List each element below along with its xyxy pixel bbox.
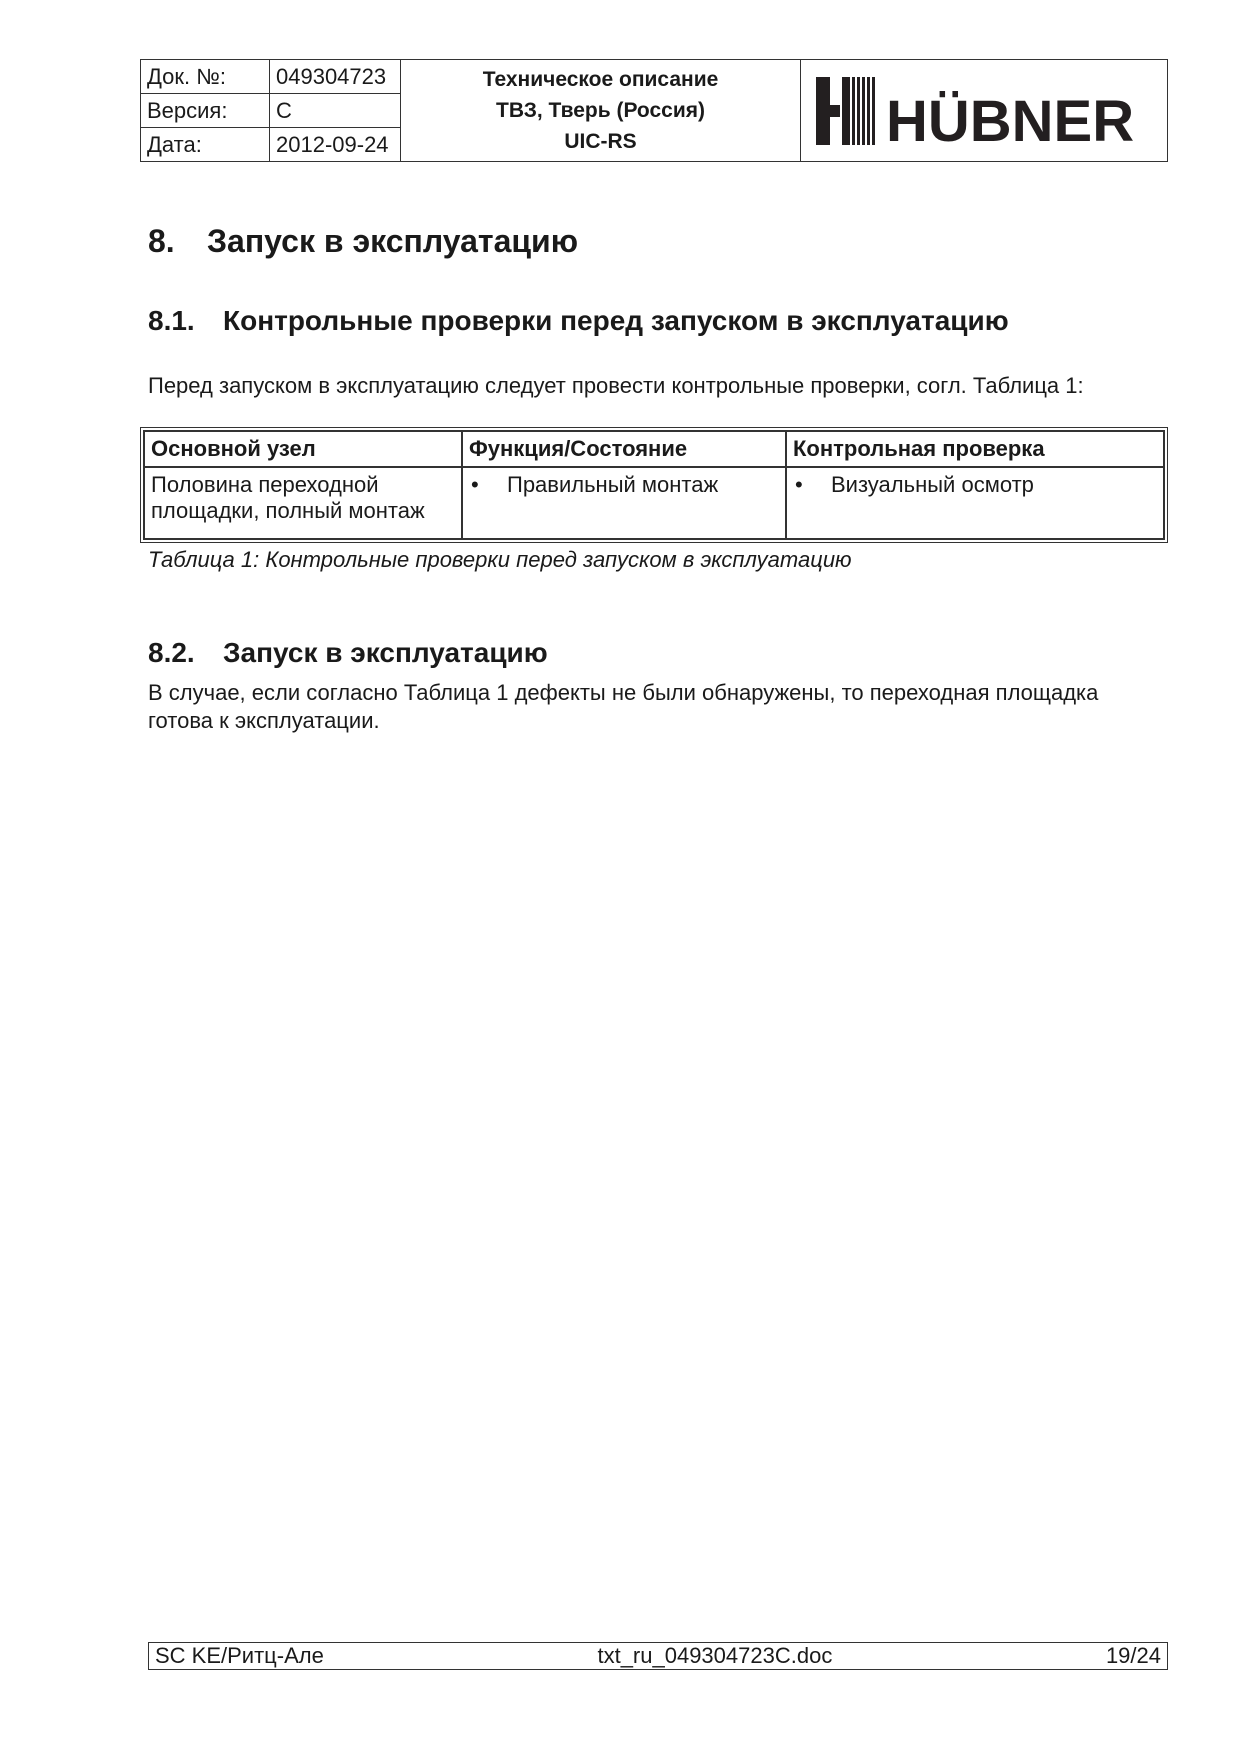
footer-author: SC KE/Ритц-Але xyxy=(155,1643,324,1668)
cell-check xyxy=(786,467,1164,539)
document-footer xyxy=(148,1642,1168,1670)
title-line-3: UIC-RS xyxy=(564,129,637,153)
hubner-logo xyxy=(801,60,1167,161)
doc-no-label: Док. №: xyxy=(141,60,270,93)
document-title xyxy=(401,60,801,161)
version-value: C xyxy=(276,98,292,123)
date-label: Дата: xyxy=(141,128,270,161)
table-row xyxy=(144,467,1164,539)
section-8-1-number: 8.1. xyxy=(148,305,195,336)
section-8-1-title: Контрольные проверки перед запуском в эксплуатацию xyxy=(223,305,1009,336)
section-8-2-text: В случае, если согласно Таблица 1 дефекты не были обнаружены, то переходная площадка готова к эксплуатации. xyxy=(148,680,1099,733)
section-8-2-title: Запуск в эксплуатацию xyxy=(223,637,548,668)
doc-no-value: 049304723 xyxy=(276,64,387,89)
version-row xyxy=(141,94,400,128)
doc-no-row xyxy=(141,60,400,94)
checks-table xyxy=(140,427,1168,543)
section-8-heading xyxy=(148,223,578,260)
version-label: Версия: xyxy=(141,94,270,127)
hubner-logo-icon xyxy=(816,73,1152,149)
document-header xyxy=(140,59,1168,162)
section-8-2-number: 8.2. xyxy=(148,637,195,668)
footer-filename: txt_ru_049304723C.doc xyxy=(597,1643,833,1668)
document-meta xyxy=(141,60,401,161)
section-8-title: Запуск в эксплуатацию xyxy=(207,223,579,259)
col-header-component: Основной узел xyxy=(144,431,462,467)
cell-function-text: Правильный монтаж xyxy=(507,472,719,497)
date-value: 2012-09-24 xyxy=(276,132,389,157)
col-header-function: Функция/Состояние xyxy=(462,431,786,467)
cell-function xyxy=(462,467,786,539)
title-line-2: ТВЗ, Тверь (Россия) xyxy=(496,98,705,122)
title-line-1: Техническое описание xyxy=(482,67,719,91)
date-row xyxy=(141,128,400,161)
footer-page-number: 19/24 xyxy=(1105,1643,1161,1668)
cell-component: Половина переходной площадки, полный монтаж xyxy=(144,467,462,539)
section-8-number: 8. xyxy=(148,223,175,259)
section-8-2-heading xyxy=(148,637,548,669)
svg-text:HÜBNER: HÜBNER xyxy=(886,88,1135,149)
cell-check-text: Визуальный осмотр xyxy=(831,472,1034,497)
bullet-icon: • xyxy=(471,472,479,497)
section-8-1-heading xyxy=(148,305,1009,337)
table-header-row xyxy=(144,431,1164,467)
bullet-icon: • xyxy=(795,472,803,497)
section-8-1-intro: Перед запуском в эксплуатацию следует провести контрольные проверки, согл. Таблица 1: xyxy=(148,373,1084,398)
col-header-check: Контрольная проверка xyxy=(786,431,1164,467)
table-caption: Таблица 1: Контрольные проверки перед запуском в эксплуатацию xyxy=(148,547,852,572)
